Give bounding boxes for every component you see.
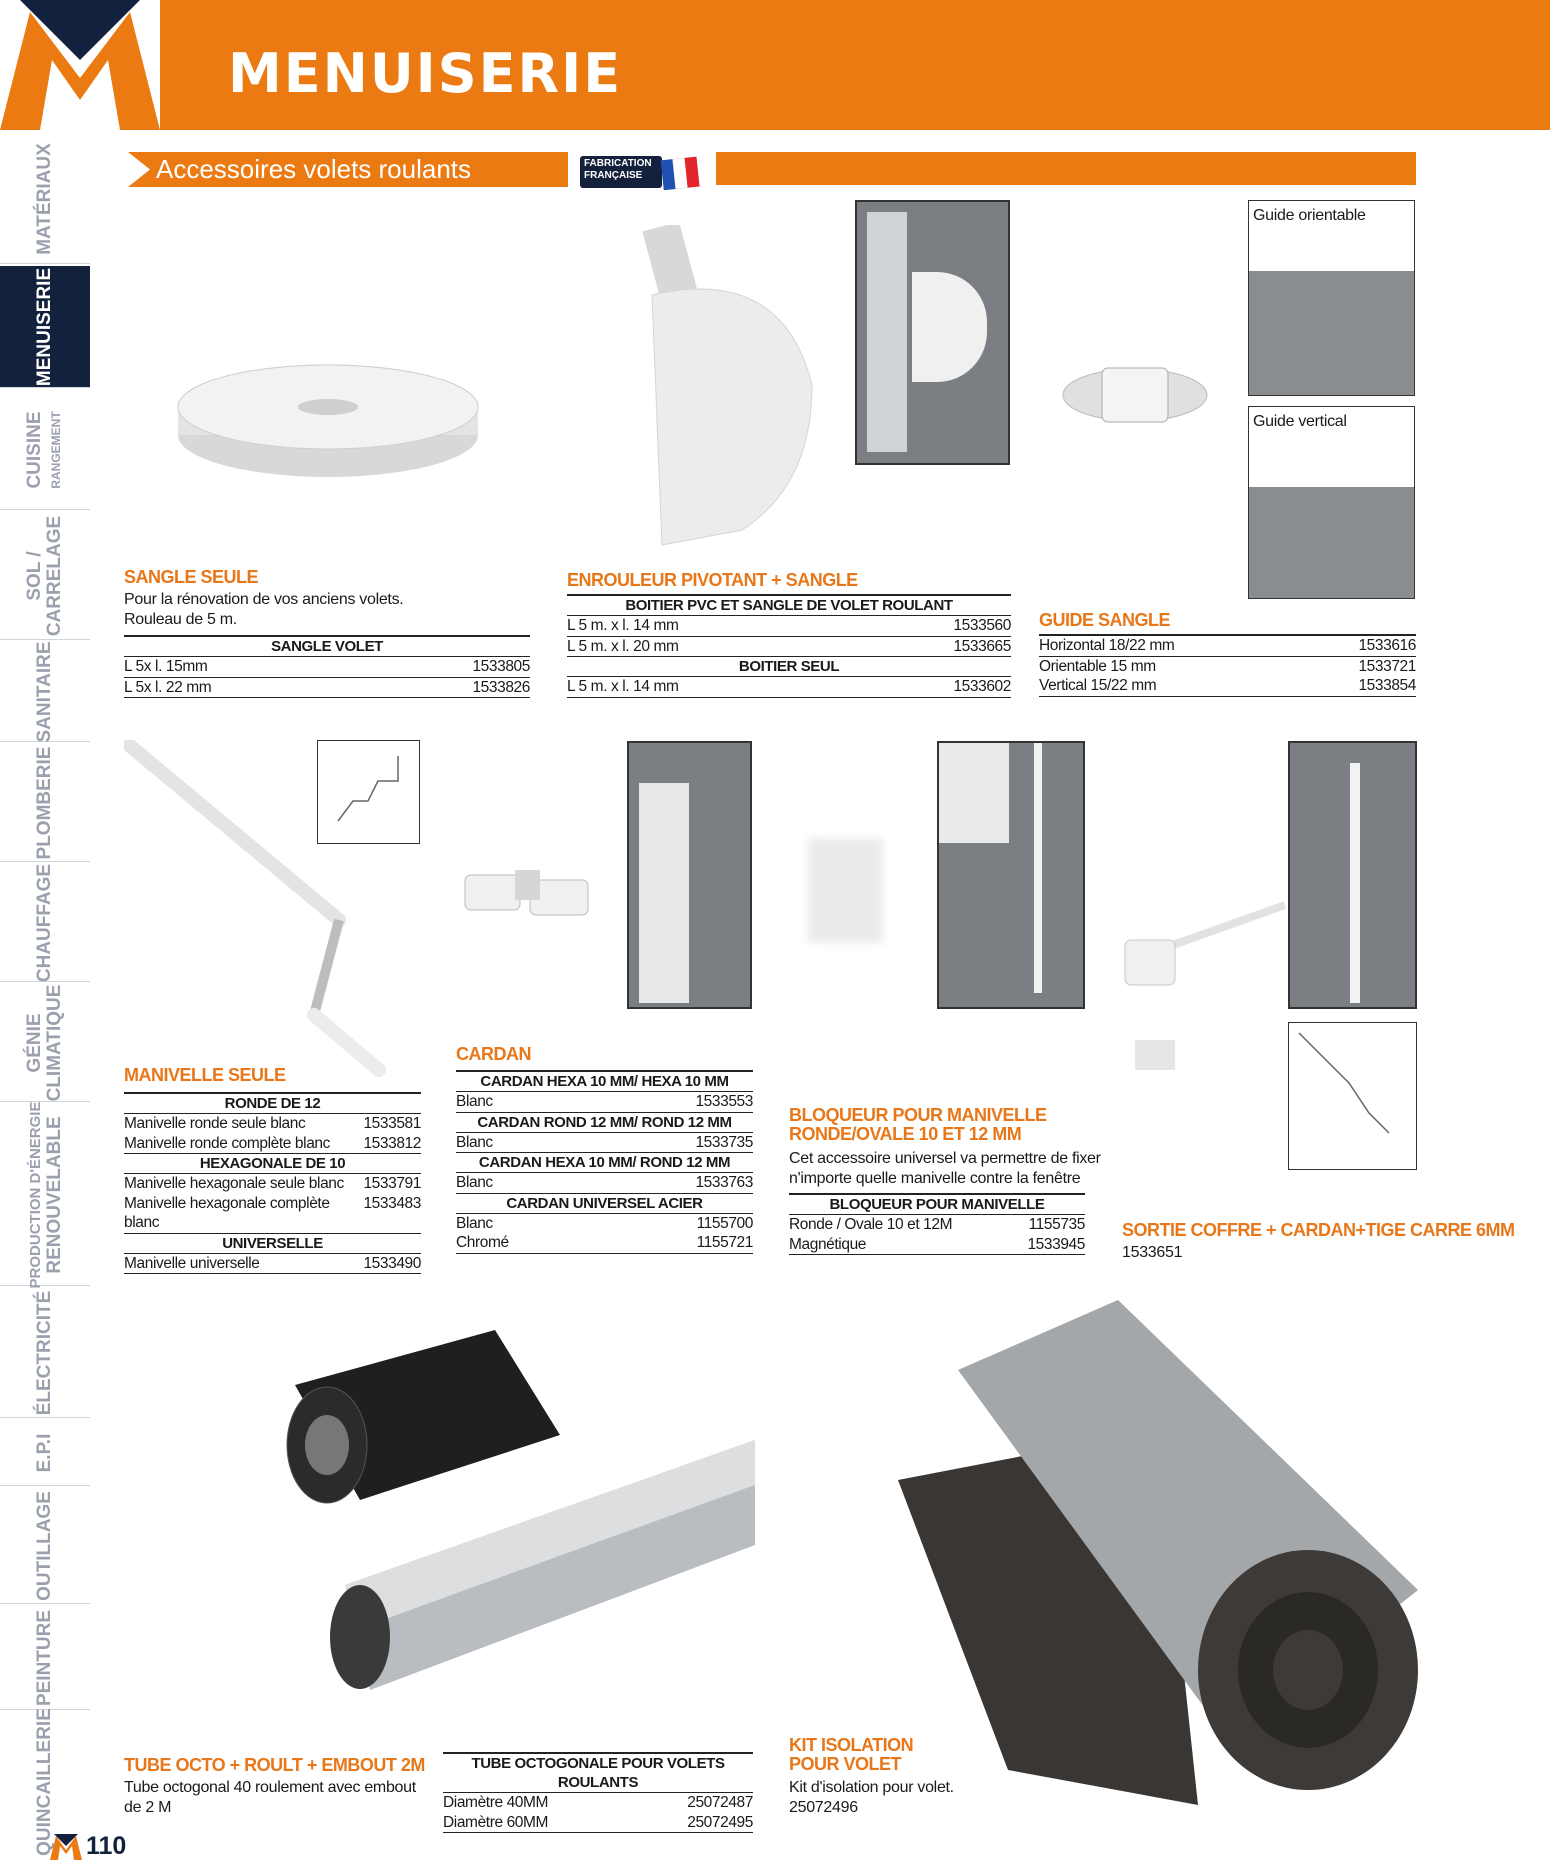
table-row: L 5 m. x l. 20 mm 1533665	[567, 637, 1011, 658]
bloqueur-table: BLOQUEUR POUR MANIVELLE Ronde / Ovale 10 et 12M 1155735 Magnétique 1533945	[789, 1193, 1085, 1255]
table-row: Blanc 1155700	[456, 1214, 753, 1232]
sidebar-item-plomberie[interactable]: PLOMBERIE	[0, 744, 90, 862]
cardan-title: CARDAN	[456, 1044, 531, 1064]
kit-isolation-title: KIT ISOLATION POUR VOLET	[789, 1735, 914, 1774]
table-row: Diamètre 60MM 25072495	[443, 1813, 753, 1834]
bloqueur-desc: Cet accessoire universel va permettre de fixer n'importe quelle manivelle contre la fenêtre	[789, 1150, 1101, 1187]
enrouleur-table: BOITIER PVC ET SANGLE DE VOLET ROULANT L 5 m. x l. 14 mm 1533560 L 5 m. x l. 20 mm 1533665 BOITIER SEUL L 5 m. x l. 14 mm 1533602	[567, 594, 1011, 698]
bloqueur-installed-photo	[937, 741, 1085, 1009]
sidebar-item-electricite[interactable]: ÉLECTRICITÉ	[0, 1288, 90, 1418]
guide-vertical-photo: Guide vertical	[1248, 406, 1415, 599]
banner-bar-right	[716, 152, 1416, 185]
sidebar-item-energie-renouvelable[interactable]: PRODUCTION D'ÉNERGIE RENOUVELABLE	[0, 1104, 90, 1286]
fabrication-francaise-badge: FABRICATION FRANÇAISE	[578, 152, 706, 192]
sidebar-item-menuiserie[interactable]: MENUISERIE	[0, 266, 90, 388]
table-row: Manivelle universelle 1533490	[124, 1254, 421, 1275]
sangle-image	[168, 345, 488, 485]
tube-title: TUBE OCTO + ROULT + EMBOUT 2M	[124, 1755, 425, 1775]
table-row: Manivelle ronde seule blanc 1533581	[124, 1115, 421, 1132]
kit-isolation-image	[898, 1300, 1418, 1805]
enrouleur-installed-photo	[855, 200, 1010, 465]
sortie-coffre-diagram	[1288, 1022, 1417, 1170]
sidebar-item-outillage[interactable]: OUTILLAGE	[0, 1488, 90, 1604]
table-row: Manivelle ronde complète blanc 1533812	[124, 1134, 421, 1155]
table-row: Ronde / Ovale 10 et 12M 1155735	[789, 1216, 1085, 1233]
table-row: L 5x l. 15mm 1533805	[124, 657, 530, 678]
cardan-installed-photo	[627, 741, 752, 1009]
brand-mini-logo	[50, 1834, 82, 1860]
sidebar-item-sanitaire[interactable]: SANITAIRE	[0, 642, 90, 742]
table-row: Chromé 1155721	[456, 1233, 753, 1254]
guide-orientable-photo: Guide orientable	[1248, 200, 1415, 396]
table-row: L 5 m. x l. 14 mm 1533560	[567, 616, 1011, 637]
table-row: Orientable 15 mm 1533721	[1039, 657, 1416, 675]
cardan-table: CARDAN HEXA 10 MM/ HEXA 10 MM Blanc 1533553 CARDAN ROND 12 MM/ ROND 12 MM Blanc 1533735 CARDAN HEXA 10 MM/ ROND 12 MM Blanc 1533763 CARDAN UNIVERSEL ACIER Blanc 1155700 Chromé 1155721	[456, 1070, 753, 1254]
sidebar-item-chauffage[interactable]: CHAUFFAGE	[0, 864, 90, 982]
sortie-coffre-code: 1533651	[1122, 1244, 1183, 1261]
sidebar-item-genie-climatique[interactable]: GÉNIE CLIMATIQUE	[0, 984, 90, 1102]
manivelle-diagram	[317, 740, 420, 844]
cardan-image	[460, 855, 595, 935]
enrouleur-image	[632, 225, 817, 550]
page-number: 110	[86, 1832, 127, 1860]
guide-sangle-image	[1060, 350, 1210, 440]
bloqueur-title: BLOQUEUR POUR MANIVELLE RONDE/OVALE 10 ET 12 MM	[789, 1105, 1047, 1144]
table-row: Manivelle hexagonale complète blanc 1533483	[124, 1194, 421, 1234]
manivelle-table: RONDE DE 12 Manivelle ronde seule blanc 1533581 Manivelle ronde complète blanc 1533812 HEXAGONALE DE 10 Manivelle hexagonale seule blanc 1533791 Manivelle hexagonale complète blanc 1533483 UNIVERSELLE Manivelle universelle 1533490	[124, 1092, 421, 1274]
sortie-coffre-image	[1115, 900, 1290, 1090]
sangle-desc: Pour la rénovation de vos anciens volets. Rouleau de 5 m.	[124, 591, 404, 628]
brand-logo	[0, 0, 160, 130]
page-title: MENUISERIE	[228, 42, 623, 105]
guide-table	[1039, 634, 1416, 697]
tube-desc: Tube octogonal 40 roulement avec embout de 2 M	[124, 1779, 416, 1816]
table-row: L 5x l. 22 mm 1533826	[124, 678, 530, 699]
table-row: Blanc 1533735	[456, 1133, 753, 1154]
table-row: Vertical 15/22 mm 1533854	[1039, 676, 1416, 697]
table-row: Blanc 1533553	[456, 1092, 753, 1113]
table-row: Manivelle hexagonale seule blanc 1533791	[124, 1175, 421, 1192]
sortie-coffre-installed-photo	[1288, 741, 1417, 1009]
guide-title: GUIDE SANGLE	[1039, 610, 1171, 630]
sidebar-item-sol-carrelage[interactable]: SOL / CARRELAGE	[0, 512, 90, 640]
table-row: Magnétique 1533945	[789, 1235, 1085, 1256]
enrouleur-title: ENROULEUR PIVOTANT + SANGLE	[567, 570, 858, 590]
sidebar-item-epi[interactable]: E.P.I	[0, 1420, 90, 1486]
manivelle-title: MANIVELLE SEULE	[124, 1065, 286, 1085]
kit-isolation-desc: Kit d'isolation pour volet. 25072496	[789, 1779, 954, 1816]
bloqueur-image	[808, 838, 883, 943]
tube-table: TUBE OCTOGONALE POUR VOLETS ROULANTS Diamètre 40MM 25072487 Diamètre 60MM 25072495	[443, 1752, 753, 1833]
sidebar-item-quincaillerie[interactable]: QUINCAILLERIE	[34, 1708, 56, 1856]
table-row: Diamètre 40MM 25072487	[443, 1794, 753, 1811]
sangle-table: SANGLE VOLET L 5x l. 15mm 1533805 L 5x l. 22 mm 1533826	[124, 635, 530, 698]
table-row: L 5 m. x l. 14 mm 1533602	[567, 677, 1011, 698]
table-row: Horizontal 18/22 mm 1533616	[1039, 636, 1416, 657]
table-row: Blanc 1533763	[456, 1173, 753, 1194]
tube-octogonal-image	[285, 1325, 755, 1695]
sangle-title: SANGLE SEULE	[124, 567, 259, 587]
sidebar-item-materiaux[interactable]: MATÉRIAUX	[0, 134, 90, 264]
sidebar-item-peinture[interactable]: PEINTURE	[0, 1606, 90, 1710]
category-sidebar	[0, 134, 90, 1856]
section-title: Accessoires volets roulants	[156, 154, 472, 184]
sidebar-item-cuisine[interactable]: CUISINE RANGEMENT	[0, 390, 90, 510]
sortie-coffre-title: SORTIE COFFRE + CARDAN+TIGE CARRE 6MM	[1122, 1220, 1515, 1240]
